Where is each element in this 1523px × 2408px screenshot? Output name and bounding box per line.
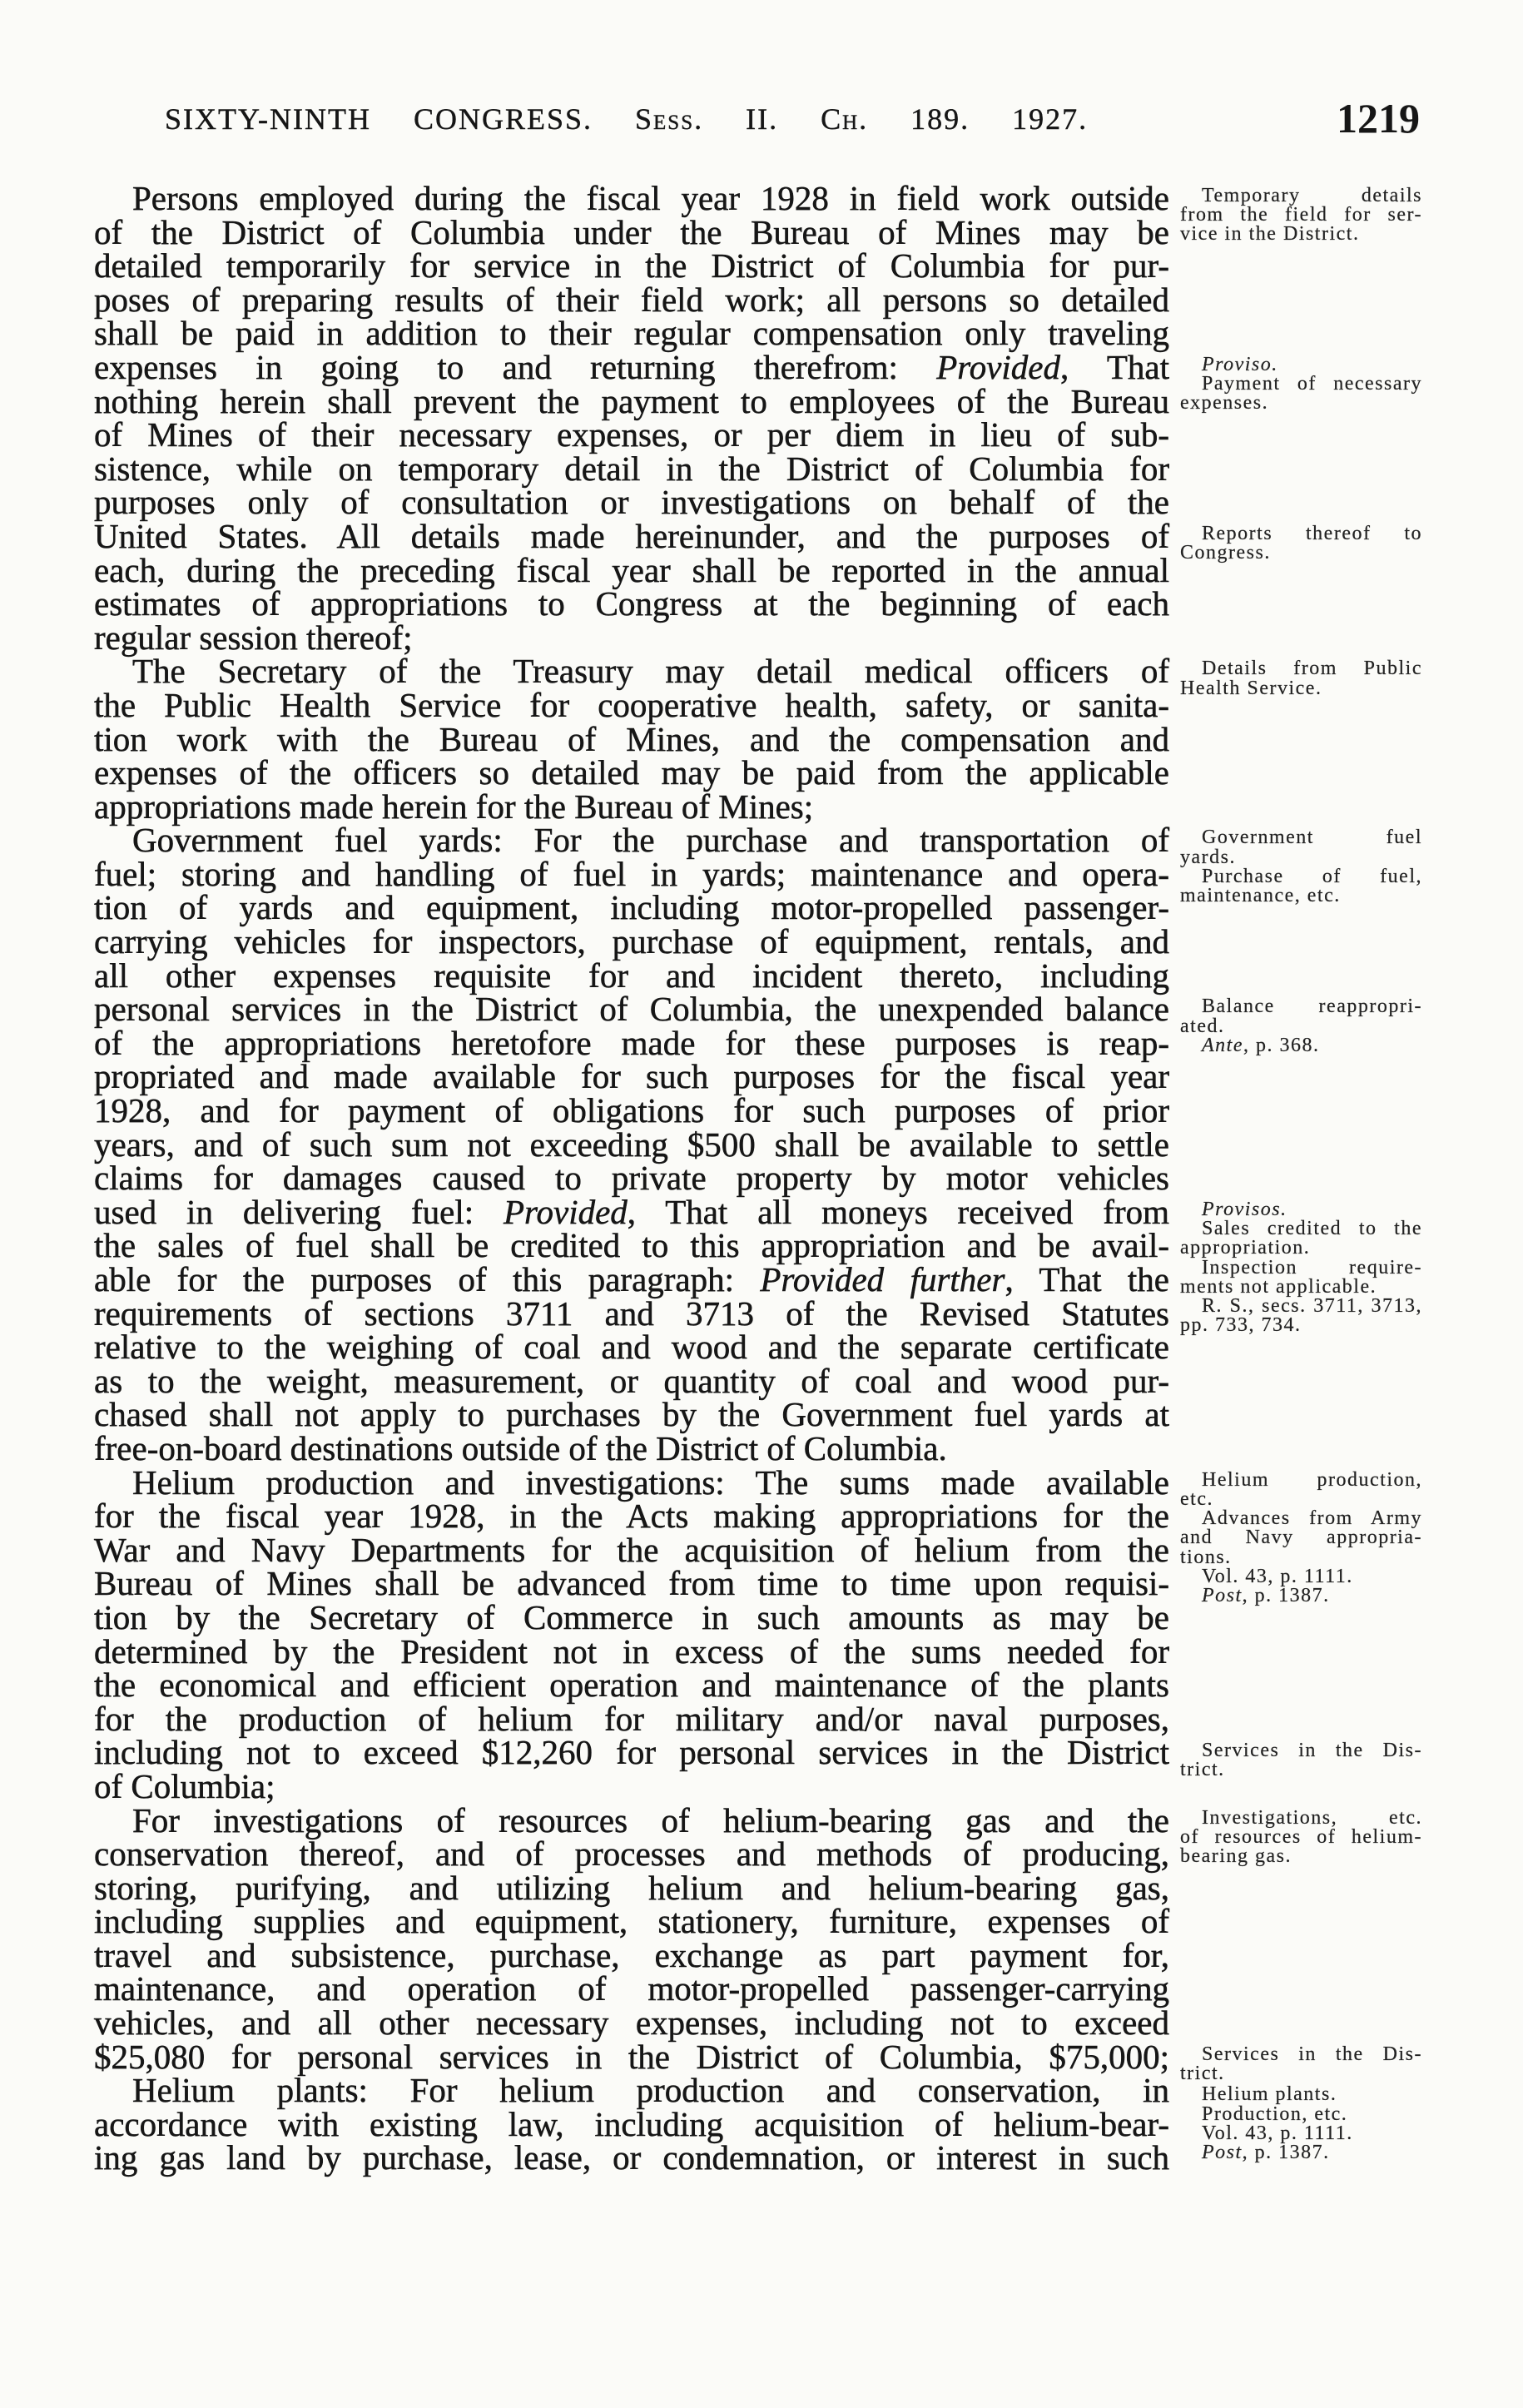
line-text: personal services in the District of Columbia, the unexpended balance [94,990,1169,1029]
line-text: Reports thereof to [1202,523,1422,544]
text-line [94,1159,1169,1198]
text-line [94,1530,1169,1569]
line-text: maintenance, etc. [1180,884,1341,906]
text-line [94,1125,1169,1164]
text-line [94,1260,1169,1298]
margin-note-line [1180,1275,1422,1298]
margin-note-line [1180,1316,1422,1335]
line-text: requirements of sections 3711 and 3713 of the Revised Statutes [94,1293,1169,1333]
text-line [94,1735,1169,1770]
line-text: of the District of Columbia under the Bureau of Mines may be [94,212,1169,251]
line-text: Inspection require- [1202,1256,1422,1278]
margin-note-line [1180,355,1422,375]
text-line [94,415,1169,454]
line-text: of Columbia; [94,1766,275,1805]
text-line [94,212,1169,251]
line-text: , That all moneys received from [627,1192,1169,1231]
margin-note-line [1180,1806,1422,1829]
text-line [94,2104,1169,2143]
margin-note [1180,2085,1422,2162]
margin-note [1180,1741,1422,1780]
margin-note-line [1180,659,1422,678]
margin-note-item [1180,1294,1422,1337]
margin-note-line [1180,886,1422,906]
text-line [94,1699,1169,1738]
line-text: purposes only of consultation or investigations on behalf of the [94,483,1169,522]
text-line [94,550,1169,589]
line-text: Services in the Dis- [1202,2043,1422,2065]
line-text: United States. All details made hereinunder, and the purposes of [94,516,1169,555]
line-text: ing gas land by purchase, lease, or condemnation, or interest in such [94,2138,1169,2177]
text-line [94,2003,1169,2043]
line-text: of the appropriations heretofore made for these purposes is reap- [94,1023,1169,1062]
text-line [94,854,1169,893]
line-text: regular session thereof; [94,618,413,657]
line-text: fuel; storing and handling of fuel in yards; maintenance and opera- [94,854,1169,893]
margin-note-item [1180,2143,1422,2162]
margin-note-item [1180,1586,1422,1606]
line-text: , That [1059,347,1169,386]
text-line [94,1904,1169,1939]
margin-note-line [1180,1256,1422,1278]
line-text: carrying vehicles for inspectors, purchase of equipment, rentals, and [94,922,1169,961]
line-text: determined by the President not in excess of the sums needed for [94,1631,1169,1671]
paragraph [94,1462,1169,1805]
text-line [94,449,1169,488]
margin-note-line [1180,1509,1422,1528]
line-text: trict. [1180,1758,1225,1780]
line-text: tion work with the Bureau of Mines, and the compensation and [94,719,1169,758]
text-line [94,685,1169,724]
line-text: nothing herein shall prevent the payment to employees of the Bureau [94,381,1169,420]
margin-note-item [1180,867,1422,906]
margin-note-line [1180,1528,1422,1547]
line-text: shall be paid in addition to their regular compensation only traveling [94,314,1169,353]
margin-note-item [1180,1468,1422,1510]
text-line [94,618,1169,657]
line-text: Government fuel yards: For the purchase and transportation of [132,821,1169,860]
line-text: expenses in going to and returning therefrom: [94,347,937,386]
text-line [94,1192,1169,1231]
running-head: SIXTY-NINTH CONGRESS. Sess. II. Ch. 189. 1927. [165,102,1089,136]
margin-note-item [1180,1806,1422,1868]
line-text: , p. 1387. [1242,1584,1330,1606]
margin-note-line [1180,1741,1422,1760]
line-text: $25,080 for personal services in the District of Columbia, $75,000; [94,2037,1169,2076]
line-text: of resources of helium- [1180,1825,1422,1848]
margin-note [1180,355,1422,414]
italic-text: Provisos. [1202,1199,1287,1220]
line-text: Health Service. [1180,677,1322,699]
text-line [94,1462,1169,1502]
margin-note-line [1180,848,1422,867]
line-text: the sales of fuel shall be credited to this appropriation and be avail- [94,1226,1169,1265]
line-text: ated. [1180,1015,1225,1037]
margin-note [1180,828,1422,906]
line-text: the economical and efficient operation and maintenance of the plants [94,1666,1169,1705]
line-text: poses of preparing results of their field work; all persons so detailed [94,280,1169,319]
italic-text: Post [1202,1584,1243,1606]
line-text: Vol. 43, p. 1111. [1202,1565,1353,1587]
margin-note-line [1180,1760,1422,1780]
line-text: , p. 1387. [1242,2141,1330,2163]
line-text: expenses. [1180,392,1269,415]
line-text: and Navy appropria- [1180,1527,1422,1549]
text-line [94,181,1169,216]
line-text: Investigations, etc. [1202,1806,1422,1829]
text-line [94,246,1169,285]
paragraph [94,179,1169,657]
text-line [94,1361,1169,1400]
margin-note-line [1180,1825,1422,1848]
line-text: each, during the preceding fiscal year shall be reported in the annual [94,550,1169,589]
margin-note-item [1180,828,1422,866]
text-line [94,719,1169,758]
text-line [94,990,1169,1029]
margin-note [1180,524,1422,563]
line-text: sistence, while on temporary detail in the District of Columbia for [94,449,1169,488]
line-text: etc. [1180,1487,1213,1510]
text-line [94,1497,1169,1536]
margin-note-line [1180,2124,1422,2143]
text-line [94,753,1169,792]
margin-note-line [1180,1239,1422,1258]
text-line [94,1395,1169,1434]
line-text: detailed temporarily for service in the District of Columbia for pur- [94,246,1169,285]
line-text: relative to the weighing of coal and wood and the separate certificate [94,1328,1169,1367]
text-line [94,1566,1169,1601]
line-text: Purchase of fuel, [1202,865,1422,887]
margin-note-item [1180,1567,1422,1586]
margin-note-line [1180,828,1422,847]
text-line [94,1631,1169,1671]
text-line [94,2037,1169,2076]
italic-text: Post [1202,2141,1243,2163]
line-text: including supplies and equipment, stationery, furniture, expenses of [94,1902,1169,1941]
line-text: years, and of such sum not exceeding $500 shall be available to settle [94,1125,1169,1164]
margin-note-line [1180,679,1422,698]
margin-note-item [1180,2124,1422,2143]
margin-note [1180,1200,1422,1335]
text-line [94,314,1169,353]
paragraph [94,652,1169,826]
margin-note-line [1180,394,1422,413]
line-text: Sales credited to the [1202,1218,1422,1240]
line-text: The Secretary of the Treasury may detail medical officers of [132,652,1169,691]
text-line [94,1428,1169,1467]
margin-note-line [1180,1548,1422,1567]
margin-note-line [1180,524,1422,544]
paragraph [94,1800,1169,2076]
main-text [94,181,1169,2175]
text-line [94,1293,1169,1333]
line-text: ments not applicable. [1180,1275,1377,1298]
text-line [94,1057,1169,1096]
line-text: Advances from Army [1202,1507,1422,1530]
margin-note-line [1180,1294,1422,1317]
line-text: Details from Public [1202,658,1422,680]
margin-note-line [1180,1036,1422,1055]
line-text: Production, etc. [1202,2103,1348,2125]
margin-note-line [1180,1847,1422,1866]
line-text: of Mines of their necessary expenses, or per diem in lieu of sub- [94,415,1169,454]
text-line [94,1091,1169,1130]
line-text: maintenance, and operation of motor-propelled passenger-carrying [94,1969,1169,2008]
line-text: estimates of appropriations to Congress at the beginning of each [94,584,1169,623]
line-text: including not to exceed $12,260 for personal services in the District [94,1733,1169,1772]
margin-note [1180,1468,1422,1606]
margin-note-item [1180,1036,1422,1055]
text-line [94,2073,1169,2108]
line-text: able for the purposes of this paragraph: [94,1260,761,1298]
text-line [94,1835,1169,1874]
paragraph [94,2073,1169,2175]
margin-note-item [1180,2105,1422,2124]
margin-note [1180,186,1422,245]
line-text: Helium production, [1202,1468,1422,1491]
page-number: 1219 [1337,95,1420,142]
text-line [94,1328,1169,1367]
text-line [94,584,1169,623]
line-text: For investigations of resources of helium-bearing gas and the [132,1800,1169,1840]
margin-note-line [1180,1200,1422,1219]
text-line [94,652,1169,691]
line-text: Temporary details [1202,185,1422,206]
margin-note-line [1180,1219,1422,1239]
margin-note-item [1180,355,1422,375]
text-line [94,888,1169,927]
margin-notes [1180,0,1422,2408]
text-line [94,2138,1169,2177]
line-text: , That the [1005,1260,1169,1298]
text-line [94,347,1169,386]
line-text: Payment of necessary [1202,373,1422,395]
line-text: claims for damages caused to private property by motor vehicles [94,1159,1169,1198]
margin-note-line [1180,2045,1422,2064]
margin-note-item [1180,186,1422,245]
line-text: Balance reappropri- [1202,995,1422,1018]
line-text: the Public Health Service for cooperative health, safety, or sanita- [94,685,1169,724]
line-text: as to the weight, measurement, or quantity of coal and wood pur- [94,1361,1169,1400]
line-text: from the field for ser- [1180,204,1422,226]
margin-note-line [1180,375,1422,394]
margin-note [1180,1806,1422,1868]
margin-note-line [1180,225,1422,244]
text-line [94,1766,1169,1805]
line-text: Persons employed during the fiscal year 1928 in field work outside [132,179,1169,217]
text-line [94,1868,1169,1907]
line-text: propriated and made available for such purposes for the fiscal year [94,1057,1169,1096]
margin-note-line [1180,2085,1422,2104]
text-line [94,787,1169,826]
text-line [94,1969,1169,2008]
margin-note-item [1180,1200,1422,1219]
italic-text: Provided [936,347,1060,386]
margin-note-item [1180,2045,1422,2083]
text-line [94,1666,1169,1705]
line-text: tions. [1180,1546,1232,1568]
text-line [94,922,1169,961]
margin-note-item [1180,997,1422,1035]
margin-note-line [1180,1468,1422,1491]
line-text: trict. [1180,2063,1225,2085]
margin-note-line [1180,1017,1422,1036]
line-text: for the fiscal year 1928, in the Acts making appropriations for the [94,1497,1169,1536]
line-text: pp. 733, 734. [1180,1314,1302,1337]
line-text: travel and subsistence, purchase, exchange as part payment for, [94,1935,1169,1974]
line-text: bearing gas. [1180,1845,1292,1868]
line-text: expenses of the officers so detailed may be paid from the applicable [94,753,1169,792]
margin-note-line [1180,1567,1422,1586]
text-line [94,516,1169,555]
line-text: War and Navy Departments for the acquisition of helium from the [94,1530,1169,1569]
line-text: all other expenses requisite for and incident thereto, including [94,956,1169,995]
line-text: , p. 368. [1243,1034,1320,1056]
line-text: 1928, and for payment of obligations for such purposes of prior [94,1091,1169,1130]
line-text: storing, purifying, and utilizing helium and helium-bearing gas, [94,1868,1169,1907]
line-text: appropriations made herein for the Bureau of Mines; [94,787,814,826]
line-text: Vol. 43, p. 1111. [1202,2122,1353,2144]
line-text: Helium plants. [1202,2083,1337,2106]
line-text: Congress. [1180,542,1271,564]
text-line [94,483,1169,522]
text-line [94,821,1169,860]
margin-note-item [1180,1256,1422,1298]
line-text: appropriation. [1180,1237,1311,1259]
text-line [94,280,1169,319]
line-text: yards. [1180,846,1236,868]
paragraph [94,823,1169,1465]
margin-note [1180,997,1422,1055]
line-text: chased shall not apply to purchases by the Government fuel yards at [94,1395,1169,1434]
text-line [94,1023,1169,1062]
italic-text: Proviso. [1202,354,1278,375]
text-line [94,956,1169,995]
text-line [94,381,1169,420]
margin-note [1180,2045,1422,2083]
margin-note-line [1180,186,1422,206]
line-text: Helium production and investigations: The sums made available [132,1462,1169,1502]
margin-note-line [1180,1586,1422,1606]
line-text: Bureau of Mines shall be advanced from time to time upon requisi- [94,1564,1169,1603]
text-line [94,1597,1169,1636]
italic-text: Ante [1202,1034,1243,1056]
line-text: Helium plants: For helium production and conservation, in [132,2071,1169,2110]
line-text: vehicles, and all other necessary expenses, including not to exceed [94,2003,1169,2043]
italic-text: Provided further [760,1260,1005,1298]
margin-note-line [1180,997,1422,1016]
margin-note-item [1180,375,1422,413]
line-text: vice in the District. [1180,223,1360,246]
margin-note-item [1180,1509,1422,1567]
margin-note-item [1180,2085,1422,2104]
line-text: used in delivering fuel: [94,1192,504,1231]
margin-note-line [1180,2105,1422,2124]
margin-note-line [1180,867,1422,886]
margin-note-line [1180,1487,1422,1510]
margin-note-item [1180,524,1422,563]
italic-text: Provided [504,1192,628,1231]
margin-note-line [1180,2064,1422,2083]
line-text: Government fuel [1202,827,1422,849]
margin-note-line [1180,206,1422,225]
line-text: accordance with existing law, including acquisition of helium-bear- [94,2104,1169,2143]
line-text: tion by the Secretary of Commerce in such amounts as may be [94,1597,1169,1636]
line-text: R. S., secs. 3711, 3713, [1202,1294,1422,1317]
line-text: for the production of helium for military and/or naval purposes, [94,1699,1169,1738]
margin-note-line [1180,2143,1422,2162]
text-line [94,1935,1169,1974]
margin-note-item [1180,659,1422,698]
margin-note-line [1180,544,1422,563]
line-text: tion of yards and equipment, including motor-propelled passenger- [94,888,1169,927]
line-text: Services in the Dis- [1202,1739,1422,1761]
text-line [94,1226,1169,1265]
margin-note [1180,659,1422,698]
text-line [94,1800,1169,1840]
margin-note-item [1180,1219,1422,1258]
line-text: conservation thereof, and of processes and methods of producing, [94,1835,1169,1874]
line-text: free-on-board destinations outside of the District of Columbia. [94,1428,947,1467]
margin-note-item [1180,1741,1422,1780]
